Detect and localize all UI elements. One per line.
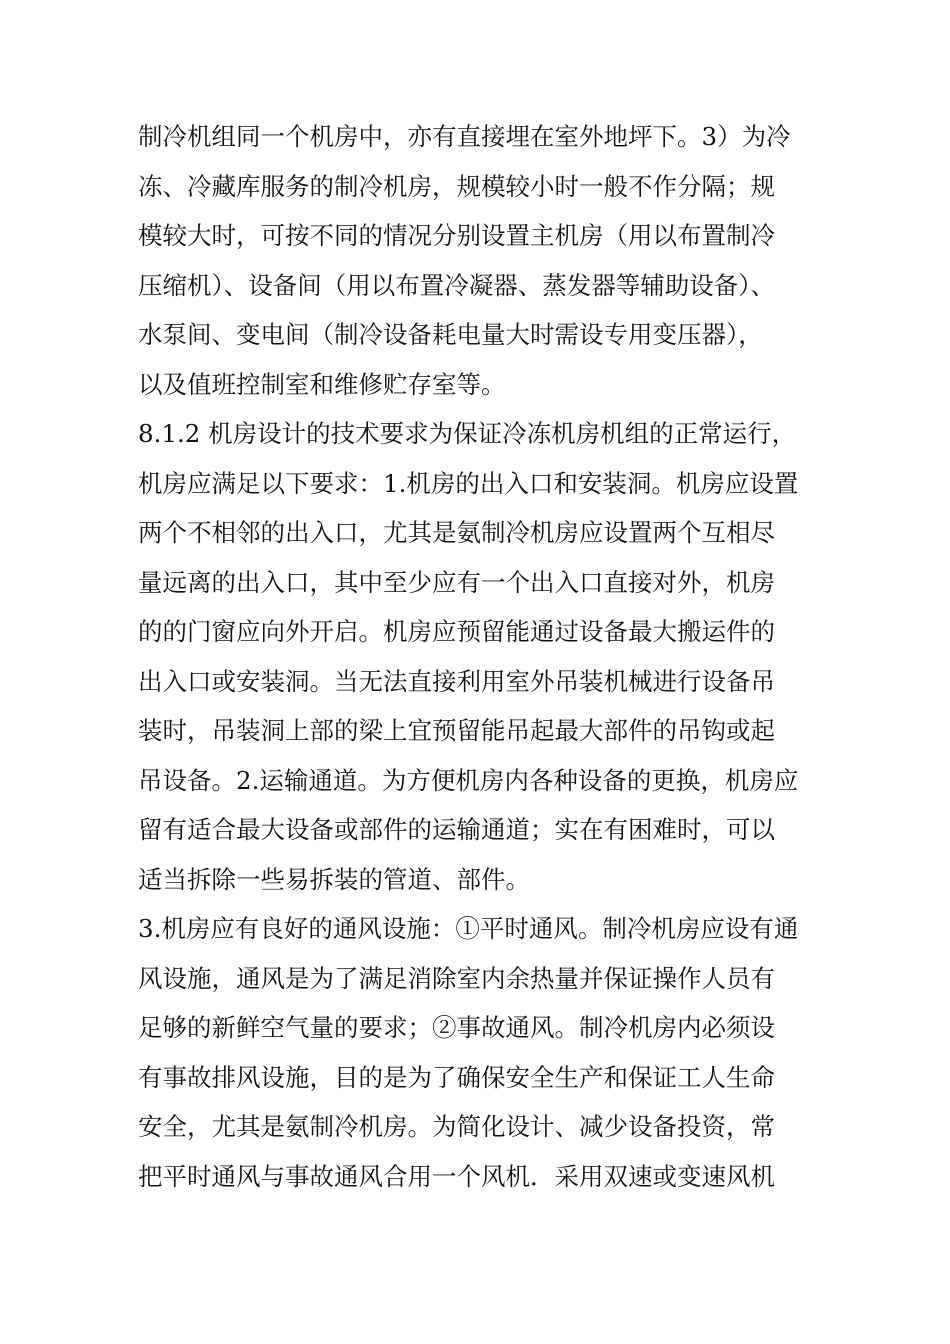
text-line: 3.机房应有良好的通风设施：①平时通风。制冷机房应设有通 [138,914,799,943]
document-body [138,112,822,1201]
text-line: 机房应满足以下要求：1.机房的出入口和安装洞。机房应设置 [138,468,799,498]
text-line: 出入口或安装洞。当无法直接利用室外吊装机械进行设备吊 [138,666,775,696]
text-line: 留有适合最大设备或部件的运输通道；实在有困难时，可以 [138,815,775,844]
text-line: 把平时通风与事故通风合用一个风机．采用双速或变速风机 [138,1161,775,1191]
text-line: 足够的新鲜空气量的要求；②事故通风。制冷机房内必须设 [138,1013,775,1042]
text-line: 吊设备。2.运输通道。为方便机房内各种设备的更换，机房应 [138,765,799,795]
text-line: 以及值班控制室和维修贮存室等。 [138,369,506,399]
text-line: 装时，吊装洞上部的梁上宜预留能吊起最大部件的吊钩或起 [138,716,775,745]
text-line: 两个不相邻的出入口，尤其是氨制冷机房应设置两个互相尽 [138,518,775,547]
text-line: 的的门窗应向外开启。机房应预留能通过设备最大搬运件的 [138,617,775,646]
text-line: 水泵间、变电间（制冷设备耗电量大时需设专用变压器）， [138,320,763,349]
text-line: 压缩机）、设备间（用以布置冷凝器、蒸发器等辅助设备）、 [138,270,775,300]
paragraph-ventilation [138,904,822,1201]
text-line: 量远离的出入口，其中至少应有一个出入口直接对外，机房 [138,567,775,597]
paragraph-technical-requirements [138,409,822,904]
paragraph-machine-room-layout [138,112,822,409]
text-line: 风设施，通风是为了满足消除室内余热量并保证操作人员有 [138,963,775,993]
text-line: 模较大时，可按不同的情况分别设置主机房（用以布置制冷 [138,221,775,250]
text-line: 冻、冷藏库服务的制冷机房，规模较小时一般不作分隔；规 [138,171,775,201]
text-line: 适当拆除一些易拆装的管道、部件。 [138,864,530,894]
text-line: 8.1.2 机房设计的技术要求为保证冷冻机房机组的正常运行， [138,419,797,448]
text-line: 有事故排风设施，目的是为了确保安全生产和保证工人生命 [138,1062,775,1092]
text-line: 制冷机组同一个机房中，亦有直接埋在室外地坪下。3）为冷 [138,122,791,151]
text-line: 安全，尤其是氨制冷机房。为简化设计、减少设备投资，常 [138,1112,775,1141]
